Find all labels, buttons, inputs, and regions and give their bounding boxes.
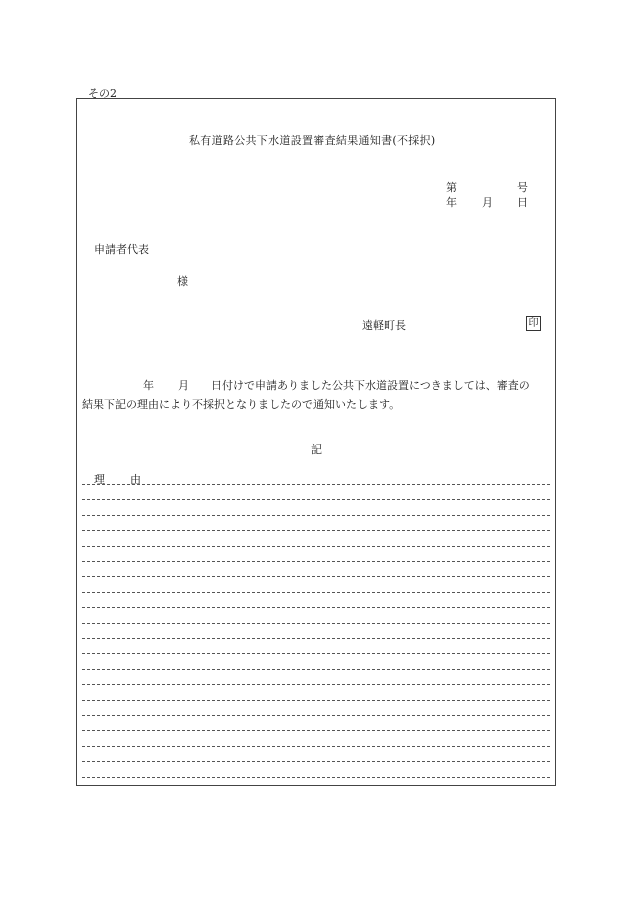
reason-label-char1: 理: [94, 473, 105, 486]
body-text-line2: 結果下記の理由により不採択となりましたので通知いたします。: [82, 398, 401, 411]
number-suffix-label: 号: [517, 181, 528, 194]
date-year-label: 年: [446, 196, 457, 209]
applicant-label: 申請者代表: [94, 243, 149, 256]
reason-line: [82, 669, 550, 670]
reason-line: [82, 653, 550, 654]
document-title: 私有道路公共下水道設置審査結果通知書(不採択): [189, 134, 436, 147]
reason-line: [82, 684, 550, 685]
ki-heading: 記: [311, 443, 322, 456]
reason-line: [82, 484, 550, 485]
reason-line: [82, 515, 550, 516]
reason-line: [82, 592, 550, 593]
number-prefix-label: 第: [446, 181, 457, 194]
reason-line: [82, 746, 550, 747]
body-text-line1: 日付けで申請ありました公共下水道設置につきましては、審査の: [211, 379, 530, 392]
form-number-label: その2: [88, 87, 117, 100]
honorific-label: 様: [177, 275, 188, 288]
date-month-label: 月: [482, 196, 493, 209]
reason-line: [82, 730, 550, 731]
seal-mark: 印: [526, 316, 541, 331]
body-month-label: 月: [178, 379, 189, 392]
reason-label-char2: 由: [130, 473, 141, 486]
reason-line: [82, 576, 550, 577]
body-year-label: 年: [143, 379, 154, 392]
reason-line: [82, 607, 550, 608]
reason-line: [82, 761, 550, 762]
reason-line: [82, 777, 550, 778]
reason-line: [82, 530, 550, 531]
reason-line: [82, 638, 550, 639]
date-day-label: 日: [517, 196, 528, 209]
issuer-label: 遠軽町長: [362, 319, 406, 332]
reason-line: [82, 623, 550, 624]
reason-line: [82, 700, 550, 701]
reason-line: [82, 715, 550, 716]
reason-line: [82, 499, 550, 500]
reason-line: [82, 561, 550, 562]
reason-line: [82, 546, 550, 547]
